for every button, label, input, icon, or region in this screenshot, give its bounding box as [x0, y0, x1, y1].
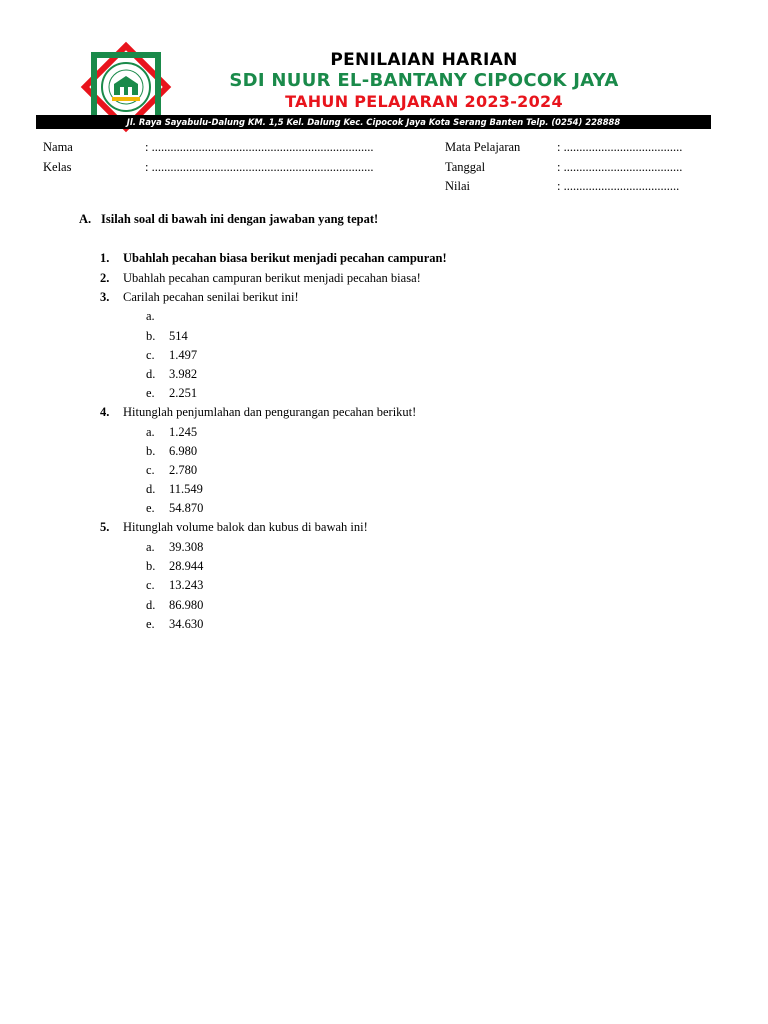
question-5 [100, 519, 368, 535]
option-item [146, 347, 197, 363]
tanggal-label: Tanggal [445, 160, 486, 174]
question-number: 3. [100, 290, 110, 304]
option-letter: d. [146, 598, 156, 612]
option-letter: a. [146, 425, 155, 439]
option-letter: a. [146, 309, 155, 323]
question-text: Hitunglah penjumlahan dan pengurangan pecahan berikut! [123, 405, 417, 419]
option-item [146, 539, 203, 555]
mapel-label: Mata Pelajaran [445, 140, 521, 154]
option-item [146, 462, 197, 478]
option-item [146, 385, 197, 401]
option-text: 3.982 [169, 367, 198, 381]
option-item [146, 328, 188, 344]
option-letter: e. [146, 617, 155, 631]
question-number: 2. [100, 271, 110, 285]
option-text: 1.497 [169, 348, 198, 362]
option-item [146, 366, 197, 382]
option-item [146, 597, 203, 613]
option-letter: c. [146, 578, 155, 592]
option-text: 54.870 [169, 501, 204, 515]
option-text: 11.549 [169, 482, 203, 496]
option-text: 6.980 [169, 444, 198, 458]
nama-label: Nama [43, 140, 73, 154]
address-bar: Jl. Raya Sayabulu-Dalung KM. 1,5 Kel. Dalung Kec. Cipocok Jaya Kota Serang Banten Telp. (0254) 228888 [36, 115, 711, 129]
section-letter: A. [79, 212, 92, 226]
question-3 [100, 289, 299, 305]
school-name: SDI NUUR EL-BANTANY CIPOCOK JAYA [229, 70, 619, 91]
question-number: 4. [100, 405, 110, 419]
option-text: 34.630 [169, 617, 204, 631]
option-letter: c. [146, 463, 155, 477]
option-letter: b. [146, 559, 156, 573]
question-2 [100, 270, 421, 286]
question-text: Carilah pecahan senilai berikut ini! [123, 290, 299, 304]
option-letter: c. [146, 348, 155, 362]
option-item [146, 616, 203, 632]
option-text: 2.251 [169, 386, 198, 400]
option-letter: e. [146, 501, 155, 515]
question-number: 5. [100, 520, 110, 534]
option-text: 28.944 [169, 559, 204, 573]
option-text: 13.243 [169, 578, 204, 592]
option-item [146, 443, 197, 459]
question-number: 1. [100, 251, 110, 265]
option-item [146, 558, 203, 574]
question-text: Ubahlah pecahan campuran berikut menjadi pecahan biasa! [123, 271, 421, 285]
kelas-label: Kelas [43, 160, 72, 174]
nama-field[interactable]: : ....................................................................... [145, 140, 374, 154]
option-letter: d. [146, 482, 156, 496]
tanggal-field[interactable]: : ...................................... [557, 160, 683, 174]
academic-year: TAHUN PELAJARAN 2023-2024 [285, 92, 563, 111]
option-letter: e. [146, 386, 155, 400]
mapel-field[interactable]: : ...................................... [557, 140, 683, 154]
option-letter: a. [146, 540, 155, 554]
option-item [146, 424, 197, 440]
question-text: Ubahlah pecahan biasa berikut menjadi pecahan campuran! [123, 251, 447, 265]
option-item [146, 308, 169, 324]
nilai-field[interactable]: : ..................................... [557, 179, 680, 193]
option-text: 514 [169, 329, 188, 343]
option-letter: d. [146, 367, 156, 381]
option-item [146, 481, 203, 497]
section-instruction [79, 211, 378, 227]
kelas-field[interactable]: : ....................................................................... [145, 160, 374, 174]
option-text: 39.308 [169, 540, 204, 554]
option-item [146, 500, 203, 516]
option-text: 1.245 [169, 425, 198, 439]
option-letter: b. [146, 329, 156, 343]
question-4 [100, 404, 416, 420]
question-text: Hitunglah volume balok dan kubus di bawah ini! [123, 520, 368, 534]
document-header [190, 50, 658, 112]
option-text: 2.780 [169, 463, 198, 477]
option-text: 86.980 [169, 598, 204, 612]
question-1 [100, 250, 447, 266]
option-letter: b. [146, 444, 156, 458]
nilai-label: Nilai [445, 179, 470, 193]
section-text: Isilah soal di bawah ini dengan jawaban yang tepat! [101, 212, 379, 226]
document-title: PENILAIAN HARIAN [330, 50, 518, 70]
option-item [146, 577, 203, 593]
